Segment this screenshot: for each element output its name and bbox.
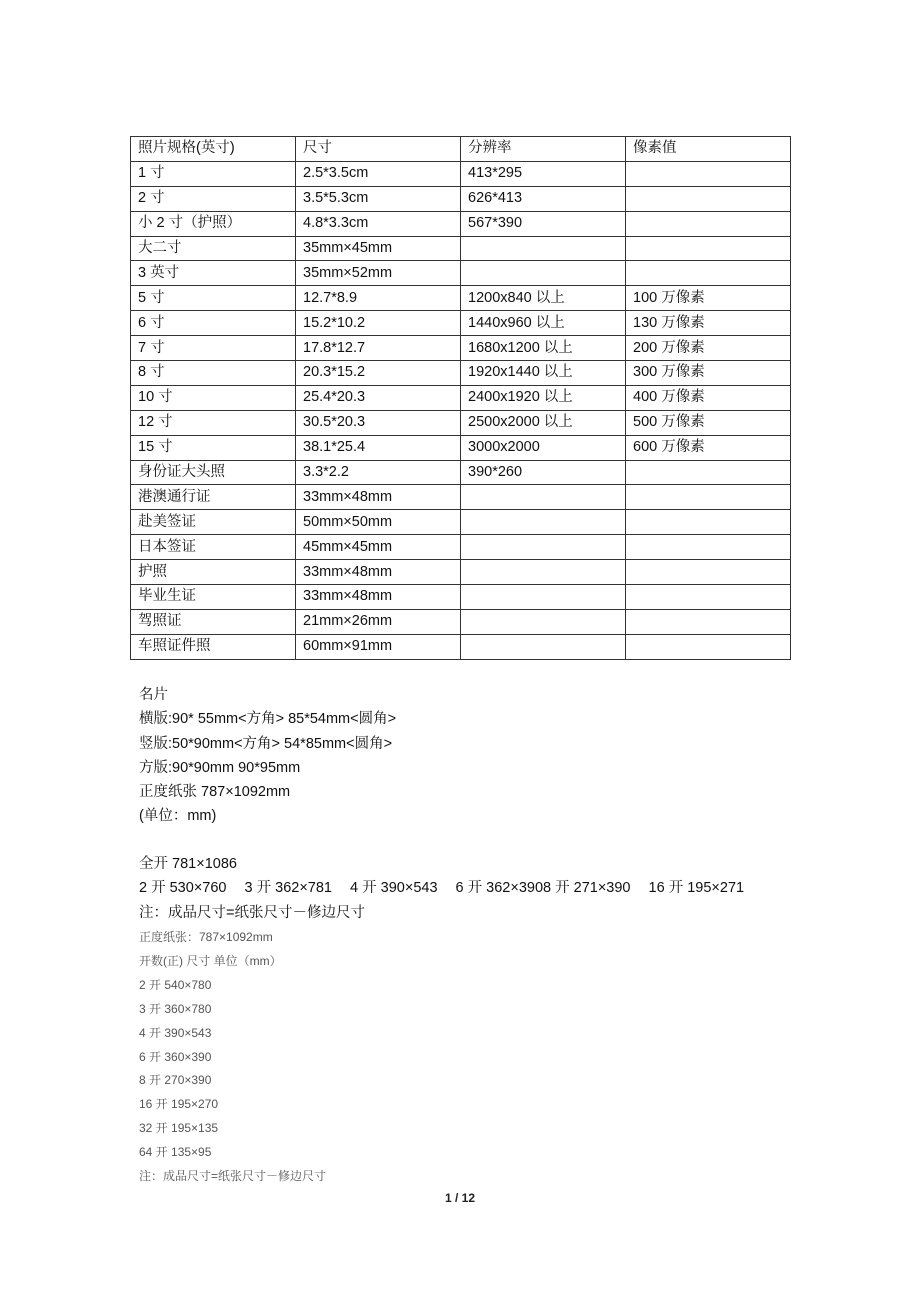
table-cell: 3.3*2.2 — [296, 460, 461, 485]
table-cell: 200 万像素 — [626, 336, 791, 361]
business-card-section — [139, 683, 396, 829]
table-cell — [626, 211, 791, 236]
table-cell: 3000x2000 — [461, 435, 626, 460]
table-cell: 33mm×48mm — [296, 585, 461, 610]
card-title: 名片 — [139, 687, 168, 703]
list-item: 正度纸张：787×1092mm — [139, 930, 273, 944]
table-cell: 1680x1200 以上 — [461, 336, 626, 361]
table-cell: 10 寸 — [131, 385, 296, 410]
table-row — [131, 435, 791, 460]
table-cell: 20.3*15.2 — [296, 361, 461, 386]
table-cell: 身份证大头照 — [131, 460, 296, 485]
list-item: 32 开 195×135 — [139, 1121, 219, 1136]
table-cell: 45mm×45mm — [296, 535, 461, 560]
table-cell: 50mm×50mm — [296, 510, 461, 535]
table-cell — [461, 634, 626, 659]
table-cell: 130 万像素 — [626, 311, 791, 336]
table-cell: 17.8*12.7 — [296, 336, 461, 361]
table-cell: 1440x960 以上 — [461, 311, 626, 336]
table-cell: 小 2 寸（护照） — [131, 211, 296, 236]
table-cell: 15.2*10.2 — [296, 311, 461, 336]
table-row — [131, 211, 791, 236]
table-cell — [461, 510, 626, 535]
table-row — [131, 311, 791, 336]
table-row — [131, 634, 791, 659]
table-cell: 30.5*20.3 — [296, 410, 461, 435]
table-cell: 35mm×52mm — [296, 261, 461, 286]
table-cell: 2.5*3.5cm — [296, 161, 461, 186]
table-cell: 300 万像素 — [626, 361, 791, 386]
table-cell: 驾照证 — [131, 609, 296, 634]
paper-size-section — [139, 852, 744, 925]
table-cell: 38.1*25.4 — [296, 435, 461, 460]
table-cell — [626, 535, 791, 560]
table-cell — [626, 186, 791, 211]
list-item: 16 开 195×270 — [139, 1097, 219, 1112]
table-row — [131, 161, 791, 186]
table-row — [131, 336, 791, 361]
table-row — [131, 485, 791, 510]
table-cell — [626, 485, 791, 510]
table-cell: 35mm×45mm — [296, 236, 461, 261]
list-item: 8 开 270×390 — [139, 1073, 212, 1088]
table-cell: 33mm×48mm — [296, 560, 461, 585]
list-item: 注：成品尺寸=纸张尺寸－修边尺寸 — [139, 1169, 327, 1184]
table-row — [131, 186, 791, 211]
paper-size-item: 6 开 362×3908 开 271×390 — [455, 880, 631, 897]
table-cell — [461, 535, 626, 560]
table-cell — [626, 261, 791, 286]
header-cell: 照片规格(英寸) — [131, 137, 296, 162]
table-cell: 车照证件照 — [131, 634, 296, 659]
photo-size-table — [130, 136, 791, 660]
table-row — [131, 361, 791, 386]
table-row — [131, 510, 791, 535]
paper-note: 注：成品尺寸=纸张尺寸－修边尺寸 — [139, 904, 365, 921]
table-cell: 21mm×26mm — [296, 609, 461, 634]
table-cell: 7 寸 — [131, 336, 296, 361]
table-cell: 1200x840 以上 — [461, 286, 626, 311]
table-row — [131, 286, 791, 311]
table-row — [131, 410, 791, 435]
paper-sizes-line — [139, 876, 744, 900]
table-cell: 600 万像素 — [626, 435, 791, 460]
table-cell: 2 寸 — [131, 186, 296, 211]
header-cell: 像素值 — [626, 137, 791, 162]
table-row — [131, 535, 791, 560]
table-cell — [461, 236, 626, 261]
table-cell: 12.7*8.9 — [296, 286, 461, 311]
table-cell: 6 寸 — [131, 311, 296, 336]
table-cell — [626, 609, 791, 634]
header-cell: 分辨率 — [461, 137, 626, 162]
table-cell: 1 寸 — [131, 161, 296, 186]
table-cell — [626, 510, 791, 535]
card-horizontal: 横版:90* 55mm<方角> 85*54mm<圆角> — [139, 711, 397, 728]
card-vertical: 竖版:50*90mm<方角> 54*85mm<圆角> — [139, 735, 393, 752]
list-item: 3 开 360×780 — [139, 1001, 212, 1016]
table-cell: 3.5*5.3cm — [296, 186, 461, 211]
table-cell: 3 英寸 — [131, 261, 296, 286]
table-cell: 12 寸 — [131, 410, 296, 435]
table-cell — [626, 560, 791, 585]
card-unit: (单位：mm) — [139, 808, 217, 825]
table-cell — [626, 161, 791, 186]
table-cell: 15 寸 — [131, 435, 296, 460]
table-cell — [461, 560, 626, 585]
table-cell: 60mm×91mm — [296, 634, 461, 659]
table-cell — [461, 585, 626, 610]
table-cell: 5 寸 — [131, 286, 296, 311]
table-cell: 4.8*3.3cm — [296, 211, 461, 236]
table-row — [131, 560, 791, 585]
table-cell: 2400x1920 以上 — [461, 385, 626, 410]
table-cell — [461, 609, 626, 634]
table-cell: 413*295 — [461, 161, 626, 186]
list-item: 2 开 540×780 — [139, 977, 212, 992]
table-cell: 400 万像素 — [626, 385, 791, 410]
table-cell: 日本签证 — [131, 535, 296, 560]
table-row — [131, 236, 791, 261]
paper-size-item: 16 开 195×271 — [648, 880, 745, 897]
table-cell: 8 寸 — [131, 361, 296, 386]
table-cell — [626, 634, 791, 659]
table-row — [131, 460, 791, 485]
table-cell: 25.4*20.3 — [296, 385, 461, 410]
table-row — [131, 261, 791, 286]
list-item: 4 开 390×543 — [139, 1025, 212, 1040]
table-cell: 1920x1440 以上 — [461, 361, 626, 386]
card-paper: 正度纸张 787×1092mm — [139, 784, 291, 801]
table-row — [131, 385, 791, 410]
table-cell: 毕业生证 — [131, 585, 296, 610]
table-cell: 赴美签证 — [131, 510, 296, 535]
table-cell — [461, 261, 626, 286]
header-cell: 尺寸 — [296, 137, 461, 162]
paper-size-item: 4 开 390×543 — [350, 880, 438, 897]
table-row — [131, 609, 791, 634]
table-cell: 大二寸 — [131, 236, 296, 261]
table-cell: 2500x2000 以上 — [461, 410, 626, 435]
table-header-row — [131, 137, 791, 162]
paper-size-item: 3 开 362×781 — [244, 880, 332, 897]
table-cell: 护照 — [131, 560, 296, 585]
table-cell — [626, 585, 791, 610]
table-cell: 500 万像素 — [626, 410, 791, 435]
table-cell: 567*390 — [461, 211, 626, 236]
paper-size-item: 2 开 530×760 — [139, 880, 227, 897]
card-square: 方版:90*90mm 90*95mm — [139, 759, 301, 776]
table-cell: 626*413 — [461, 186, 626, 211]
list-item: 6 开 360×390 — [139, 1049, 212, 1064]
list-item: 开数(正) 尺寸 单位（mm） — [139, 953, 282, 968]
table-cell: 港澳通行证 — [131, 485, 296, 510]
table-cell: 390*260 — [461, 460, 626, 485]
table-cell: 33mm×48mm — [296, 485, 461, 510]
page-number: 1 / 12 — [444, 1191, 476, 1205]
paper-size-list — [139, 926, 326, 1189]
table-cell — [461, 485, 626, 510]
paper-full: 全开 781×1086 — [139, 856, 237, 872]
table-cell — [626, 236, 791, 261]
table-row — [131, 585, 791, 610]
table-cell — [626, 460, 791, 485]
table-cell: 100 万像素 — [626, 286, 791, 311]
list-item: 64 开 135×95 — [139, 1145, 212, 1160]
